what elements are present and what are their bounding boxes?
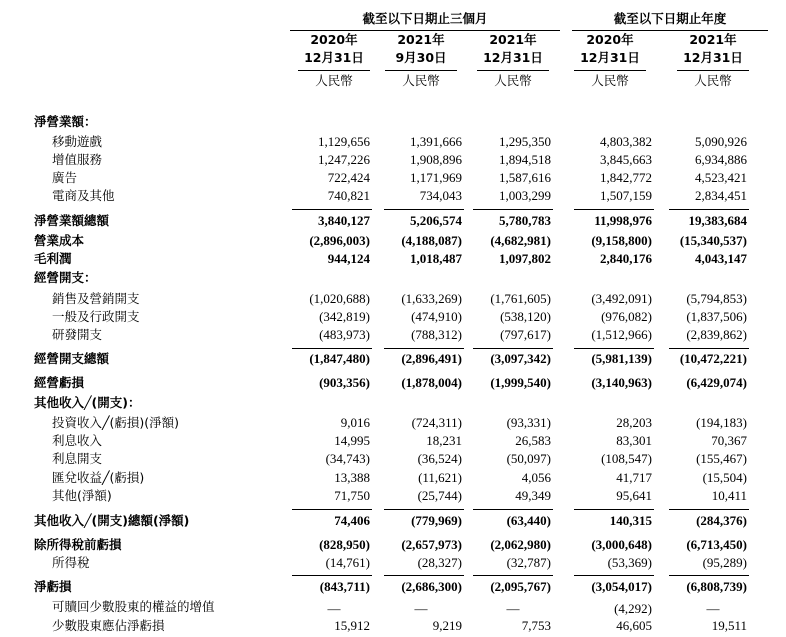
col-1-currency: 人民幣 xyxy=(402,73,440,88)
col-1-year: 2021年 xyxy=(397,32,445,47)
row-11-value-1: (788,312) xyxy=(411,327,462,342)
row-24-value-2: — xyxy=(506,601,520,616)
row-6-value-4: (15,340,537) xyxy=(679,233,747,248)
row-19-label: 其他(淨額) xyxy=(52,488,112,503)
row-9-value-0: (1,020,688) xyxy=(309,291,370,306)
row-11-value-2: (797,617) xyxy=(500,327,551,342)
row-7-value-0: 944,124 xyxy=(327,251,370,266)
row-13-value-4: (6,429,074) xyxy=(686,375,747,390)
row-24-value-3: (4,292) xyxy=(614,601,652,616)
row-5-value-2: 5,780,783 xyxy=(499,213,551,228)
row-21-value-1: (2,657,973) xyxy=(401,537,462,552)
row-16-value-0: 14,995 xyxy=(334,433,370,448)
row-15-value-1: (724,311) xyxy=(411,415,462,430)
header-group-year: 截至以下日期止年度 xyxy=(613,11,727,26)
rule-above-revenue-total-4 xyxy=(669,209,749,210)
row-3-value-4: 4,523,421 xyxy=(695,170,747,185)
row-23-value-2: (2,095,767) xyxy=(490,579,551,594)
row-23-value-4: (6,808,739) xyxy=(686,579,747,594)
rule-above-other-total-3 xyxy=(574,509,654,510)
row-15-value-3: 28,203 xyxy=(616,415,652,430)
rule-above-opex-total-0 xyxy=(292,348,372,349)
row-10-value-3: (976,082) xyxy=(601,309,652,324)
row-25-value-4: 19,511 xyxy=(711,618,747,633)
row-24-value-1: — xyxy=(414,601,428,616)
row-23-label: 淨虧損 xyxy=(34,579,72,594)
rule-above-other-total-1 xyxy=(384,509,464,510)
row-1-value-1: 1,391,666 xyxy=(410,134,462,149)
row-6-value-0: (2,896,003) xyxy=(309,233,370,248)
row-5-value-3: 11,998,976 xyxy=(594,213,652,228)
row-1-label: 移動遊戲 xyxy=(52,134,103,149)
rule-above-opex-total-3 xyxy=(574,348,654,349)
row-7-value-2: 1,097,802 xyxy=(499,251,551,266)
col-0-currency: 人民幣 xyxy=(315,73,353,88)
row-20-label: 其他收入╱(開支)總額(淨額) xyxy=(34,513,190,528)
row-7-value-4: 4,043,147 xyxy=(695,251,747,266)
row-4-value-2: 1,003,299 xyxy=(499,188,551,203)
row-15-value-0: 9,016 xyxy=(340,415,370,430)
col-3-currency: 人民幣 xyxy=(591,73,629,88)
col-1-header-rule xyxy=(385,70,457,71)
row-22-value-4: (95,289) xyxy=(702,555,747,570)
row-10-label: 一般及行政開支 xyxy=(52,309,140,324)
rule-above-opex-total-4 xyxy=(669,348,749,349)
row-12-label: 經營開支總額 xyxy=(34,351,110,366)
row-1-value-2: 1,295,350 xyxy=(499,134,551,149)
row-4-value-0: 740,821 xyxy=(327,188,370,203)
row-4-label: 電商及其他 xyxy=(52,188,115,203)
col-0-year: 2020年 xyxy=(310,32,358,47)
rule-above-revenue-total-2 xyxy=(473,209,553,210)
row-1-value-3: 4,803,382 xyxy=(600,134,652,149)
row-15-label: 投資收入╱(虧損)(淨額) xyxy=(52,415,180,430)
col-4-header-rule xyxy=(677,70,749,71)
row-12-value-1: (2,896,491) xyxy=(401,351,462,366)
rule-above-net-loss-0 xyxy=(292,575,372,576)
row-0-label: 淨營業額： xyxy=(34,114,97,129)
col-4-date: 12月31日 xyxy=(683,50,743,65)
header-group-quarter-rule xyxy=(290,30,560,31)
rule-above-revenue-total-0 xyxy=(292,209,372,210)
row-25-label: 少數股東應佔淨虧損 xyxy=(52,618,165,633)
row-20-value-3: 140,315 xyxy=(609,513,652,528)
rule-above-net-loss-3 xyxy=(574,575,654,576)
row-12-value-4: (10,472,221) xyxy=(679,351,747,366)
row-18-value-4: (15,504) xyxy=(702,470,747,485)
col-2-date: 12月31日 xyxy=(483,50,543,65)
row-7-value-1: 1,018,487 xyxy=(410,251,462,266)
row-17-value-0: (34,743) xyxy=(325,451,370,466)
row-12-value-0: (1,847,480) xyxy=(309,351,370,366)
row-9-value-1: (1,633,269) xyxy=(401,291,462,306)
rule-above-revenue-total-1 xyxy=(384,209,464,210)
row-23-value-3: (3,054,017) xyxy=(591,579,652,594)
rule-above-net-loss-2 xyxy=(473,575,553,576)
row-16-value-1: 18,231 xyxy=(426,433,462,448)
row-23-value-1: (2,686,300) xyxy=(401,579,462,594)
row-22-value-3: (53,369) xyxy=(607,555,652,570)
row-14-label: 其他收入╱(開支)： xyxy=(34,395,141,410)
row-11-value-4: (2,839,862) xyxy=(686,327,747,342)
row-13-label: 經營虧損 xyxy=(34,375,85,390)
row-15-value-4: (194,183) xyxy=(696,415,747,430)
row-17-value-3: (108,547) xyxy=(601,451,652,466)
row-1-value-0: 1,129,656 xyxy=(318,134,370,149)
rule-above-net-loss-4 xyxy=(669,575,749,576)
row-3-value-3: 1,842,772 xyxy=(600,170,652,185)
rule-above-other-total-0 xyxy=(292,509,372,510)
row-17-value-1: (36,524) xyxy=(417,451,462,466)
col-0-date: 12月31日 xyxy=(304,50,364,65)
row-2-value-0: 1,247,226 xyxy=(318,152,370,167)
row-3-value-2: 1,587,616 xyxy=(499,170,551,185)
row-2-value-2: 1,894,518 xyxy=(499,152,551,167)
row-19-value-1: (25,744) xyxy=(417,488,462,503)
row-1-value-4: 5,090,926 xyxy=(695,134,747,149)
row-2-value-1: 1,908,896 xyxy=(410,152,462,167)
row-2-value-4: 6,934,886 xyxy=(695,152,747,167)
row-17-label: 利息開支 xyxy=(52,451,103,466)
row-16-label: 利息收入 xyxy=(52,433,103,448)
header-group-year-rule xyxy=(572,30,768,31)
row-25-value-2: 7,753 xyxy=(521,618,551,633)
row-6-value-2: (4,682,981) xyxy=(490,233,551,248)
header-group-quarter: 截至以下日期止三個月 xyxy=(362,11,488,26)
col-2-currency: 人民幣 xyxy=(494,73,532,88)
row-3-value-0: 722,424 xyxy=(327,170,370,185)
row-2-value-3: 3,845,663 xyxy=(600,152,652,167)
row-12-value-2: (3,097,342) xyxy=(490,351,551,366)
row-13-value-1: (1,878,004) xyxy=(401,375,462,390)
row-15-value-2: (93,331) xyxy=(506,415,551,430)
row-9-value-4: (5,794,853) xyxy=(686,291,747,306)
row-20-value-0: 74,406 xyxy=(334,513,370,528)
row-22-value-2: (32,787) xyxy=(506,555,551,570)
row-10-value-4: (1,837,506) xyxy=(686,309,747,324)
row-5-value-1: 5,206,574 xyxy=(410,213,462,228)
row-4-value-4: 2,834,451 xyxy=(695,188,747,203)
row-23-value-0: (843,711) xyxy=(319,579,370,594)
row-21-value-4: (6,713,450) xyxy=(686,537,747,552)
row-24-label: 可贖回少數股東的權益的增值 xyxy=(52,599,215,614)
col-4-currency: 人民幣 xyxy=(694,73,732,88)
row-13-value-2: (1,999,540) xyxy=(490,375,551,390)
col-1-date: 9月30日 xyxy=(395,50,447,65)
row-18-value-1: (11,621) xyxy=(418,470,462,485)
row-7-value-3: 2,840,176 xyxy=(600,251,652,266)
row-11-label: 研發開支 xyxy=(52,327,103,342)
row-21-value-3: (3,000,648) xyxy=(591,537,652,552)
row-5-value-0: 3,840,127 xyxy=(318,213,370,228)
row-18-value-3: 41,717 xyxy=(616,470,652,485)
row-5-label: 淨營業額總額 xyxy=(34,213,110,228)
row-13-value-3: (3,140,963) xyxy=(591,375,652,390)
row-24-value-4: — xyxy=(706,601,720,616)
row-6-value-1: (4,188,087) xyxy=(401,233,462,248)
row-11-value-3: (1,512,966) xyxy=(591,327,652,342)
row-18-value-2: 4,056 xyxy=(521,470,551,485)
row-22-value-1: (28,327) xyxy=(417,555,462,570)
row-20-value-1: (779,969) xyxy=(411,513,462,528)
col-3-date: 12月31日 xyxy=(580,50,640,65)
rule-above-net-loss-1 xyxy=(384,575,464,576)
row-11-value-0: (483,973) xyxy=(319,327,370,342)
row-8-label: 經營開支： xyxy=(34,270,97,285)
row-10-value-2: (538,120) xyxy=(500,309,551,324)
row-2-label: 增值服務 xyxy=(52,152,103,167)
row-25-value-3: 46,605 xyxy=(616,618,652,633)
row-25-value-1: 9,219 xyxy=(432,618,462,633)
row-5-value-4: 19,383,684 xyxy=(688,213,747,228)
col-2-year: 2021年 xyxy=(489,32,537,47)
row-16-value-3: 83,301 xyxy=(616,433,652,448)
row-20-value-2: (63,440) xyxy=(506,513,551,528)
row-9-value-3: (3,492,091) xyxy=(591,291,652,306)
row-19-value-3: 95,641 xyxy=(616,488,652,503)
row-21-value-0: (828,950) xyxy=(319,537,370,552)
row-18-label: 匯兌收益╱(虧損) xyxy=(52,470,145,485)
row-21-label: 除所得稅前虧損 xyxy=(34,537,122,552)
row-20-value-4: (284,376) xyxy=(696,513,747,528)
row-3-label: 廣告 xyxy=(52,170,78,185)
row-24-value-0: — xyxy=(327,601,341,616)
row-3-value-1: 1,171,969 xyxy=(410,170,462,185)
rule-above-other-total-4 xyxy=(669,509,749,510)
rule-above-other-total-2 xyxy=(473,509,553,510)
row-17-value-2: (50,097) xyxy=(506,451,551,466)
row-9-label: 銷售及營銷開支 xyxy=(52,291,140,306)
rule-above-opex-total-1 xyxy=(384,348,464,349)
row-25-value-0: 15,912 xyxy=(334,618,370,633)
row-13-value-0: (903,356) xyxy=(319,375,370,390)
col-0-header-rule xyxy=(298,70,370,71)
col-2-header-rule xyxy=(477,70,549,71)
row-16-value-4: 70,367 xyxy=(711,433,747,448)
col-3-header-rule xyxy=(574,70,646,71)
row-22-label: 所得稅 xyxy=(52,555,90,570)
row-19-value-0: 71,750 xyxy=(334,488,370,503)
row-16-value-2: 26,583 xyxy=(515,433,551,448)
row-9-value-2: (1,761,605) xyxy=(490,291,551,306)
row-10-value-0: (342,819) xyxy=(319,309,370,324)
row-12-value-3: (5,981,139) xyxy=(591,351,652,366)
row-22-value-0: (14,761) xyxy=(325,555,370,570)
col-4-year: 2021年 xyxy=(689,32,737,47)
rule-above-opex-total-2 xyxy=(473,348,553,349)
row-6-label: 營業成本 xyxy=(34,233,85,248)
row-6-value-3: (9,158,800) xyxy=(591,233,652,248)
row-19-value-4: 10,411 xyxy=(711,488,747,503)
row-17-value-4: (155,467) xyxy=(696,451,747,466)
row-7-label: 毛利潤 xyxy=(34,251,72,266)
row-18-value-0: 13,388 xyxy=(334,470,370,485)
row-10-value-1: (474,910) xyxy=(411,309,462,324)
row-4-value-1: 734,043 xyxy=(419,188,462,203)
row-21-value-2: (2,062,980) xyxy=(490,537,551,552)
row-4-value-3: 1,507,159 xyxy=(600,188,652,203)
rule-above-revenue-total-3 xyxy=(574,209,654,210)
col-3-year: 2020年 xyxy=(586,32,634,47)
row-19-value-2: 49,349 xyxy=(515,488,551,503)
